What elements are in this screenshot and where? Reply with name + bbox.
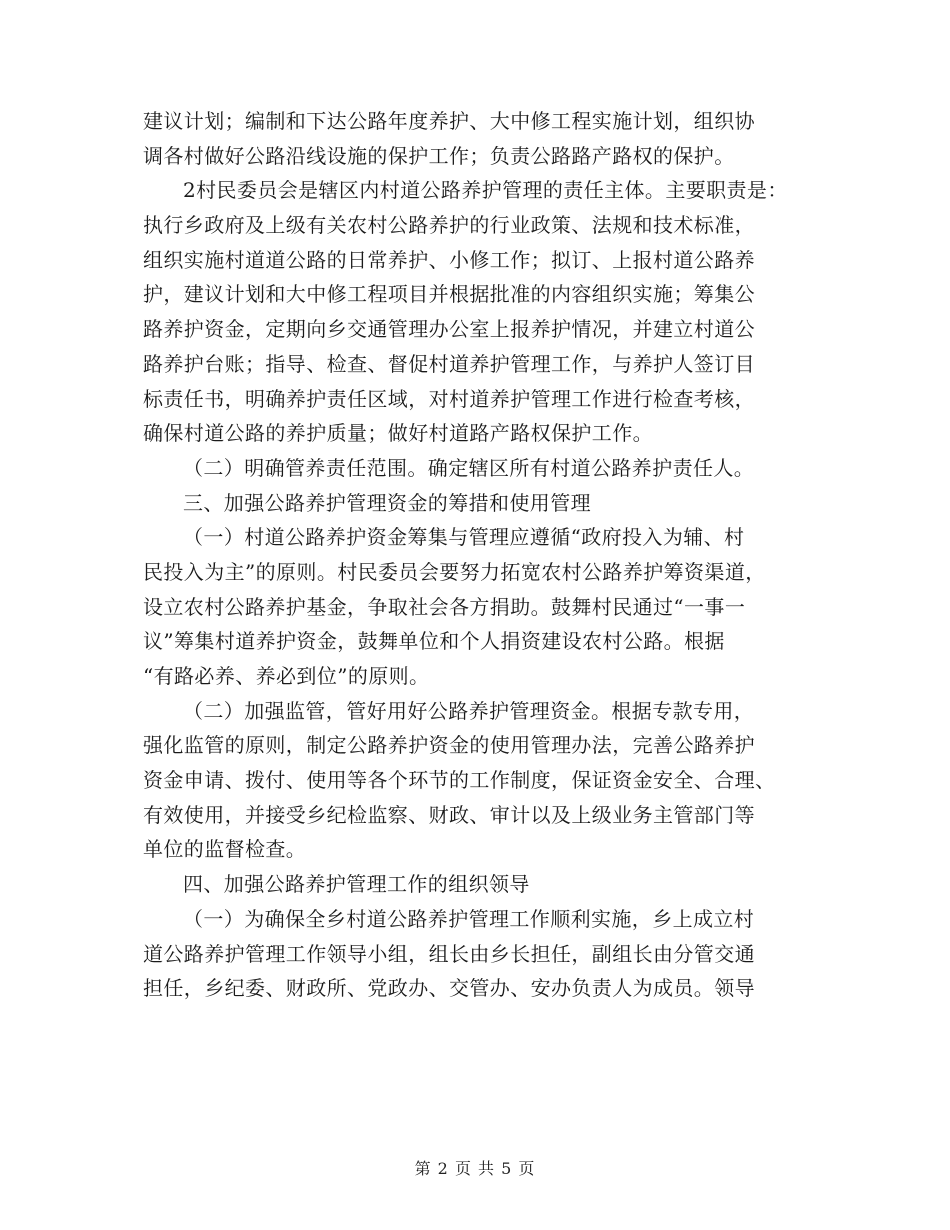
text-line: 标责任书，明确养护责任区域，对村道养护管理工作进行检查考核， (143, 386, 755, 411)
text-line: （二）明确管养责任范围。确定辖区所有村道公路养护责任人。 (183, 455, 755, 480)
text-line: 调各村做好公路沿线设施的保护工作；负责公路路产路权的保护。 (143, 143, 735, 168)
text-line: 单位的监督检查。 (143, 837, 307, 862)
text-line: 四、加强公路养护管理工作的组织领导 (183, 872, 530, 897)
text-line: 路养护资金，定期向乡交通管理办公室上报养护情况，并建立村道公 (143, 317, 755, 342)
text-line: 组织实施村道道公路的日常养护、小修工作；拟订、上报村道公路养 (143, 247, 755, 272)
text-line: 护，建议计划和大中修工程项目并根据批准的内容组织实施；筹集公 (143, 282, 755, 307)
text-line: 担任，乡纪委、财政所、党政办、交管办、安办负责人为成员。领导 (143, 976, 755, 1001)
text-line: 议”筹集村道养护资金，鼓舞单位和个人捐资建设农村公路。根据 (143, 629, 725, 654)
page-footer: 第 2 页 共 5 页 (414, 1159, 536, 1178)
text-line: 资金申请、拨付、使用等各个环节的工作制度，保证资金安全、合理、 (143, 768, 776, 793)
text-line: 强化监管的原则，制定公路养护资金的使用管理办法，完善公路养护 (143, 733, 755, 758)
text-line: 建议计划；编制和下达公路年度养护、大中修工程实施计划，组织协 (143, 109, 755, 133)
text-line: 民投入为主”的原则。村民委员会要努力拓宽农村公路养护筹资渠道， (143, 559, 766, 584)
text-line: （二）加强监管，管好用好公路养护管理资金。根据专款专用， (183, 698, 755, 723)
text-line: （一）为确保全乡村道公路养护管理工作顺利实施，乡上成立村 (183, 906, 755, 931)
text-line: “有路必养、养必到位”的原则。 (143, 664, 430, 688)
text-line: 设立农村公路养护基金，争取社会各方捐助。鼓舞村民通过“一事一 (143, 594, 746, 619)
text-line: 三、加强公路养护管理资金的筹措和使用管理 (183, 490, 591, 515)
text-line: 执行乡政府及上级有关农村公路养护的行业政策、法规和技术标准， (143, 213, 755, 238)
text-line: （一）村道公路养护资金筹集与管理应遵循“政府投入为辅、村 (183, 525, 745, 550)
text-line: 2村民委员会是辖区内村道公路养护管理的责任主体。主要职责是： (183, 178, 788, 203)
text-line: 有效使用，并接受乡纪检监察、财政、审计以及上级业务主管部门等 (143, 802, 755, 827)
text-line: 路养护台账；指导、检查、督促村道养护管理工作，与养护人签订目 (143, 351, 755, 376)
document-body (143, 104, 843, 1006)
text-line: 道公路养护管理工作领导小组，组长由乡长担任，副组长由分管交通 (143, 941, 755, 966)
text-line: 确保村道公路的养护质量；做好村道路产路权保护工作。 (143, 421, 653, 446)
